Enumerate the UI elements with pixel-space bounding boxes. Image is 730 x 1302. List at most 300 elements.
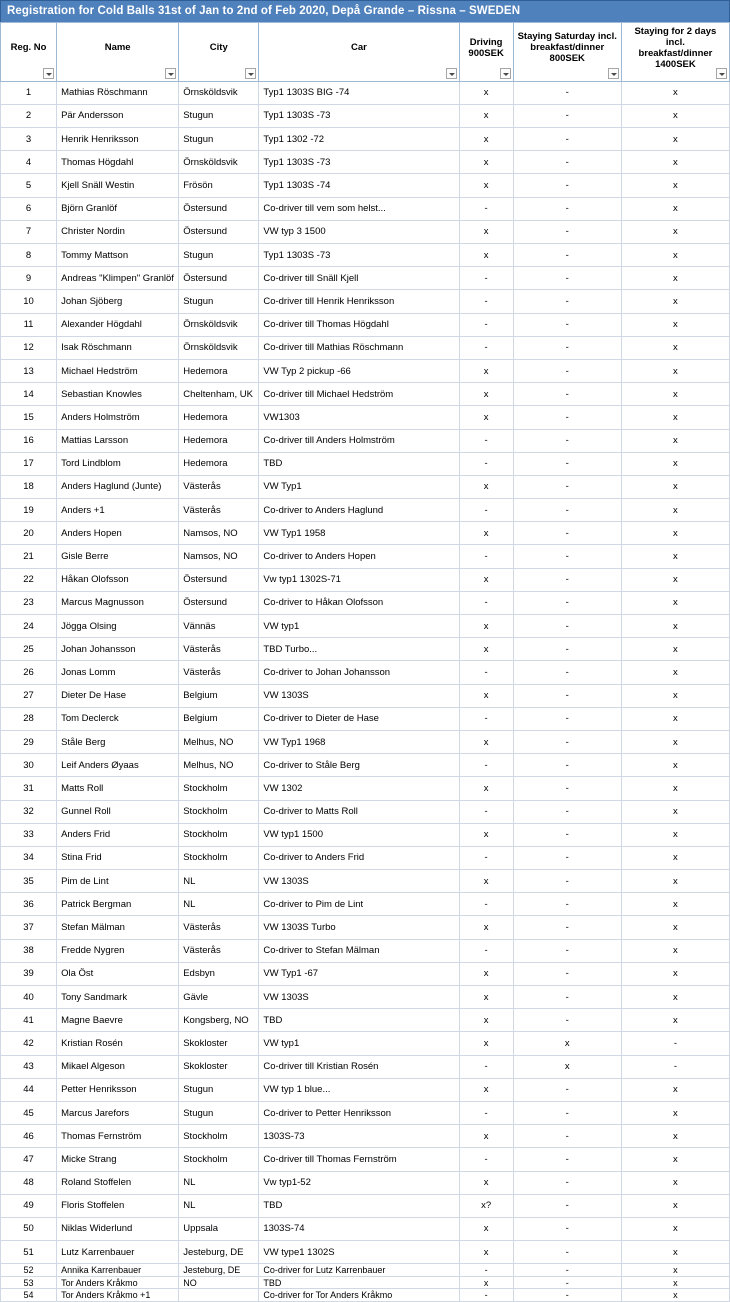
cell-twodays[interactable]: x <box>621 986 729 1009</box>
cell-city[interactable]: Stugun <box>179 1078 259 1101</box>
cell-reg-no[interactable]: 7 <box>1 220 57 243</box>
cell-car[interactable]: Co-driver till Thomas Fernström <box>259 1148 459 1171</box>
table-row[interactable] <box>1 267 730 290</box>
cell-name[interactable]: Micke Strang <box>57 1148 179 1171</box>
cell-driving[interactable]: x <box>459 1078 513 1101</box>
cell-car[interactable]: Typ1 1303S -74 <box>259 174 459 197</box>
cell-twodays[interactable]: x <box>621 730 729 753</box>
cell-driving[interactable]: - <box>459 452 513 475</box>
cell-city[interactable]: Östersund <box>179 591 259 614</box>
cell-saturday[interactable]: - <box>513 1148 621 1171</box>
cell-city[interactable]: Stugun <box>179 244 259 267</box>
filter-dropdown-icon[interactable] <box>716 68 727 79</box>
cell-city[interactable]: Östersund <box>179 267 259 290</box>
cell-twodays[interactable]: x <box>621 916 729 939</box>
cell-driving[interactable]: x <box>459 128 513 151</box>
table-row[interactable] <box>1 1078 730 1101</box>
cell-driving[interactable]: - <box>459 267 513 290</box>
cell-city[interactable]: NL <box>179 1194 259 1217</box>
cell-driving[interactable]: - <box>459 313 513 336</box>
cell-driving[interactable]: x <box>459 1276 513 1289</box>
table-row[interactable] <box>1 684 730 707</box>
cell-reg-no[interactable]: 32 <box>1 800 57 823</box>
cell-twodays[interactable]: x <box>621 128 729 151</box>
cell-name[interactable]: Johan Johansson <box>57 638 179 661</box>
cell-city[interactable]: Namsos, NO <box>179 545 259 568</box>
cell-reg-no[interactable]: 51 <box>1 1241 57 1264</box>
cell-driving[interactable]: - <box>459 846 513 869</box>
cell-name[interactable]: Magne Baevre <box>57 1009 179 1032</box>
cell-reg-no[interactable]: 52 <box>1 1264 57 1277</box>
cell-driving[interactable]: - <box>459 800 513 823</box>
cell-twodays[interactable]: x <box>621 1264 729 1277</box>
column-header-reg-no[interactable] <box>1 23 57 82</box>
cell-reg-no[interactable]: 15 <box>1 406 57 429</box>
cell-saturday[interactable]: x <box>513 1032 621 1055</box>
cell-saturday[interactable]: - <box>513 777 621 800</box>
cell-city[interactable]: Belgium <box>179 707 259 730</box>
cell-saturday[interactable]: - <box>513 359 621 382</box>
cell-name[interactable]: Anders Haglund (Junte) <box>57 475 179 498</box>
cell-saturday[interactable]: - <box>513 730 621 753</box>
cell-driving[interactable]: x <box>459 823 513 846</box>
cell-saturday[interactable]: - <box>513 1217 621 1240</box>
cell-name[interactable]: Leif Anders Øyaas <box>57 754 179 777</box>
table-row[interactable] <box>1 522 730 545</box>
cell-twodays[interactable]: x <box>621 661 729 684</box>
cell-car[interactable]: Typ1 1303S -73 <box>259 104 459 127</box>
cell-saturday[interactable]: - <box>513 916 621 939</box>
cell-reg-no[interactable]: 8 <box>1 244 57 267</box>
cell-car[interactable]: VW Typ1 1968 <box>259 730 459 753</box>
cell-reg-no[interactable]: 6 <box>1 197 57 220</box>
cell-car[interactable]: Co-driver to Johan Johansson <box>259 661 459 684</box>
cell-twodays[interactable]: x <box>621 1217 729 1240</box>
cell-car[interactable]: Co-driver for Lutz Karrenbauer <box>259 1264 459 1277</box>
cell-name[interactable]: Håkan Olofsson <box>57 568 179 591</box>
cell-name[interactable]: Stina Frid <box>57 846 179 869</box>
cell-city[interactable]: Stockholm <box>179 1148 259 1171</box>
table-row[interactable] <box>1 406 730 429</box>
cell-city[interactable]: NL <box>179 893 259 916</box>
cell-city[interactable]: Stugun <box>179 290 259 313</box>
cell-car[interactable]: 1303S-73 <box>259 1125 459 1148</box>
cell-city[interactable]: Örnsköldsvik <box>179 336 259 359</box>
table-row[interactable] <box>1 1217 730 1240</box>
column-header-twodays[interactable] <box>621 23 729 82</box>
cell-driving[interactable]: - <box>459 1289 513 1302</box>
cell-reg-no[interactable]: 5 <box>1 174 57 197</box>
cell-city[interactable]: Hedemora <box>179 452 259 475</box>
cell-car[interactable]: VW Typ1 1958 <box>259 522 459 545</box>
cell-saturday[interactable]: - <box>513 267 621 290</box>
table-row[interactable] <box>1 220 730 243</box>
cell-saturday[interactable]: - <box>513 568 621 591</box>
cell-reg-no[interactable]: 23 <box>1 591 57 614</box>
cell-saturday[interactable]: - <box>513 661 621 684</box>
cell-city[interactable]: Örnsköldsvik <box>179 151 259 174</box>
cell-car[interactable]: Co-driver to Anders Hopen <box>259 545 459 568</box>
cell-city[interactable]: Melhus, NO <box>179 754 259 777</box>
table-row[interactable] <box>1 151 730 174</box>
cell-city[interactable]: Östersund <box>179 220 259 243</box>
cell-reg-no[interactable]: 33 <box>1 823 57 846</box>
cell-reg-no[interactable]: 53 <box>1 1276 57 1289</box>
cell-car[interactable]: Co-driver to Ståle Berg <box>259 754 459 777</box>
cell-reg-no[interactable]: 36 <box>1 893 57 916</box>
cell-driving[interactable]: - <box>459 661 513 684</box>
cell-reg-no[interactable]: 46 <box>1 1125 57 1148</box>
cell-saturday[interactable]: x <box>513 1055 621 1078</box>
cell-name[interactable]: Gunnel Roll <box>57 800 179 823</box>
cell-car[interactable]: Co-driver till Henrik Henriksson <box>259 290 459 313</box>
table-row[interactable] <box>1 568 730 591</box>
cell-twodays[interactable]: x <box>621 754 729 777</box>
cell-saturday[interactable]: - <box>513 1241 621 1264</box>
cell-reg-no[interactable]: 54 <box>1 1289 57 1302</box>
cell-car[interactable]: Typ1 1303S -73 <box>259 151 459 174</box>
cell-saturday[interactable]: - <box>513 545 621 568</box>
cell-reg-no[interactable]: 35 <box>1 870 57 893</box>
cell-city[interactable]: Frösön <box>179 174 259 197</box>
cell-twodays[interactable]: x <box>621 475 729 498</box>
cell-reg-no[interactable]: 29 <box>1 730 57 753</box>
cell-city[interactable]: Skokloster <box>179 1032 259 1055</box>
cell-saturday[interactable]: - <box>513 1125 621 1148</box>
cell-car[interactable]: VW 1303S <box>259 684 459 707</box>
cell-car[interactable]: TBD <box>259 452 459 475</box>
table-row[interactable] <box>1 1009 730 1032</box>
cell-saturday[interactable]: - <box>513 475 621 498</box>
cell-driving[interactable]: x <box>459 1241 513 1264</box>
cell-car[interactable]: Co-driver to Pim de Lint <box>259 893 459 916</box>
cell-city[interactable]: Stockholm <box>179 823 259 846</box>
cell-twodays[interactable]: x <box>621 615 729 638</box>
cell-name[interactable]: Annika Karrenbauer <box>57 1264 179 1277</box>
cell-name[interactable]: Alexander Högdahl <box>57 313 179 336</box>
cell-twodays[interactable]: x <box>621 429 729 452</box>
cell-saturday[interactable]: - <box>513 1101 621 1124</box>
cell-saturday[interactable]: - <box>513 499 621 522</box>
cell-car[interactable]: VW typ1 1500 <box>259 823 459 846</box>
cell-saturday[interactable]: - <box>513 128 621 151</box>
table-row[interactable] <box>1 313 730 336</box>
cell-driving[interactable]: x <box>459 359 513 382</box>
cell-name[interactable]: Fredde Nygren <box>57 939 179 962</box>
cell-reg-no[interactable]: 27 <box>1 684 57 707</box>
cell-reg-no[interactable]: 22 <box>1 568 57 591</box>
cell-name[interactable]: Tommy Mattson <box>57 244 179 267</box>
table-row[interactable] <box>1 290 730 313</box>
cell-saturday[interactable]: - <box>513 591 621 614</box>
cell-name[interactable]: Gisle Berre <box>57 545 179 568</box>
cell-twodays[interactable]: x <box>621 290 729 313</box>
cell-saturday[interactable]: - <box>513 220 621 243</box>
cell-twodays[interactable]: x <box>621 638 729 661</box>
cell-city[interactable]: Västerås <box>179 939 259 962</box>
cell-twodays[interactable]: x <box>621 1276 729 1289</box>
cell-saturday[interactable]: - <box>513 81 621 104</box>
cell-saturday[interactable]: - <box>513 197 621 220</box>
cell-reg-no[interactable]: 21 <box>1 545 57 568</box>
cell-driving[interactable]: - <box>459 893 513 916</box>
cell-saturday[interactable]: - <box>513 522 621 545</box>
cell-reg-no[interactable]: 49 <box>1 1194 57 1217</box>
cell-twodays[interactable]: x <box>621 1078 729 1101</box>
cell-twodays[interactable]: x <box>621 1148 729 1171</box>
cell-saturday[interactable]: - <box>513 1289 621 1302</box>
cell-city[interactable]: Stockholm <box>179 777 259 800</box>
cell-name[interactable]: Mikael Algeson <box>57 1055 179 1078</box>
cell-driving[interactable]: x? <box>459 1194 513 1217</box>
table-row[interactable] <box>1 777 730 800</box>
cell-saturday[interactable]: - <box>513 1276 621 1289</box>
column-header-city[interactable] <box>179 23 259 82</box>
cell-driving[interactable]: - <box>459 336 513 359</box>
cell-car[interactable]: Co-driver till Michael Hedström <box>259 383 459 406</box>
cell-twodays[interactable]: x <box>621 151 729 174</box>
table-row[interactable] <box>1 104 730 127</box>
cell-driving[interactable]: x <box>459 1125 513 1148</box>
table-row[interactable] <box>1 359 730 382</box>
cell-twodays[interactable]: x <box>621 939 729 962</box>
table-row[interactable] <box>1 962 730 985</box>
cell-twodays[interactable]: x <box>621 522 729 545</box>
cell-driving[interactable]: - <box>459 1055 513 1078</box>
cell-car[interactable]: VW1303 <box>259 406 459 429</box>
cell-name[interactable]: Thomas Fernström <box>57 1125 179 1148</box>
cell-saturday[interactable]: - <box>513 383 621 406</box>
cell-reg-no[interactable]: 30 <box>1 754 57 777</box>
cell-twodays[interactable]: x <box>621 1009 729 1032</box>
cell-city[interactable]: Stockholm <box>179 1125 259 1148</box>
cell-city[interactable]: Uppsala <box>179 1217 259 1240</box>
cell-saturday[interactable]: - <box>513 290 621 313</box>
cell-car[interactable]: 1303S-74 <box>259 1217 459 1240</box>
table-row[interactable] <box>1 615 730 638</box>
cell-twodays[interactable]: x <box>621 823 729 846</box>
cell-saturday[interactable]: - <box>513 151 621 174</box>
cell-saturday[interactable]: - <box>513 823 621 846</box>
cell-name[interactable]: Tor Anders Kråkmo +1 <box>57 1289 179 1302</box>
table-row[interactable] <box>1 383 730 406</box>
cell-car[interactable]: Co-driver till Anders Holmström <box>259 429 459 452</box>
cell-name[interactable]: Dieter De Hase <box>57 684 179 707</box>
cell-city[interactable]: Hedemora <box>179 429 259 452</box>
table-row[interactable] <box>1 1194 730 1217</box>
table-row[interactable] <box>1 1289 730 1302</box>
cell-car[interactable]: VW Typ1 -67 <box>259 962 459 985</box>
table-row[interactable] <box>1 1148 730 1171</box>
table-row[interactable] <box>1 591 730 614</box>
cell-reg-no[interactable]: 41 <box>1 1009 57 1032</box>
table-row[interactable] <box>1 429 730 452</box>
cell-twodays[interactable]: x <box>621 1289 729 1302</box>
cell-car[interactable]: Co-driver to Petter Henriksson <box>259 1101 459 1124</box>
cell-city[interactable]: NL <box>179 870 259 893</box>
cell-car[interactable]: Vw typ1 1302S-71 <box>259 568 459 591</box>
cell-city[interactable] <box>179 1289 259 1302</box>
cell-name[interactable]: Tor Anders Kråkmo <box>57 1276 179 1289</box>
cell-city[interactable]: Melhus, NO <box>179 730 259 753</box>
cell-saturday[interactable]: - <box>513 429 621 452</box>
cell-car[interactable]: Co-driver to Dieter de Hase <box>259 707 459 730</box>
cell-reg-no[interactable]: 14 <box>1 383 57 406</box>
cell-driving[interactable]: x <box>459 81 513 104</box>
cell-car[interactable]: TBD <box>259 1276 459 1289</box>
cell-driving[interactable]: - <box>459 545 513 568</box>
cell-saturday[interactable]: - <box>513 800 621 823</box>
cell-name[interactable]: Anders +1 <box>57 499 179 522</box>
cell-driving[interactable]: x <box>459 730 513 753</box>
cell-car[interactable]: Co-driver to Anders Frid <box>259 846 459 869</box>
cell-driving[interactable]: x <box>459 406 513 429</box>
cell-name[interactable]: Pär Andersson <box>57 104 179 127</box>
cell-saturday[interactable]: - <box>513 104 621 127</box>
cell-city[interactable]: NO <box>179 1276 259 1289</box>
cell-saturday[interactable]: - <box>513 1194 621 1217</box>
cell-city[interactable]: Gävle <box>179 986 259 1009</box>
cell-driving[interactable]: x <box>459 638 513 661</box>
cell-name[interactable]: Kjell Snäll Westin <box>57 174 179 197</box>
cell-reg-no[interactable]: 50 <box>1 1217 57 1240</box>
cell-twodays[interactable]: x <box>621 591 729 614</box>
table-row[interactable] <box>1 336 730 359</box>
cell-saturday[interactable]: - <box>513 313 621 336</box>
cell-driving[interactable]: x <box>459 986 513 1009</box>
cell-car[interactable]: TBD Turbo... <box>259 638 459 661</box>
cell-city[interactable]: Kongsberg, NO <box>179 1009 259 1032</box>
cell-car[interactable]: Co-driver for Tor Anders Kråkmo <box>259 1289 459 1302</box>
cell-city[interactable]: NL <box>179 1171 259 1194</box>
cell-saturday[interactable]: - <box>513 893 621 916</box>
table-row[interactable] <box>1 986 730 1009</box>
filter-dropdown-icon[interactable] <box>245 68 256 79</box>
cell-twodays[interactable]: x <box>621 1194 729 1217</box>
cell-twodays[interactable]: x <box>621 499 729 522</box>
column-header-driving[interactable] <box>459 23 513 82</box>
cell-car[interactable]: Co-driver to Stefan Mälman <box>259 939 459 962</box>
cell-twodays[interactable]: x <box>621 962 729 985</box>
cell-twodays[interactable]: x <box>621 244 729 267</box>
cell-twodays[interactable]: x <box>621 406 729 429</box>
table-row[interactable] <box>1 846 730 869</box>
column-header-car[interactable] <box>259 23 459 82</box>
cell-name[interactable]: Jögga Olsing <box>57 615 179 638</box>
cell-name[interactable]: Niklas Widerlund <box>57 1217 179 1240</box>
table-row[interactable] <box>1 545 730 568</box>
cell-driving[interactable]: x <box>459 104 513 127</box>
table-row[interactable] <box>1 661 730 684</box>
column-header-name[interactable] <box>57 23 179 82</box>
cell-twodays[interactable]: - <box>621 1032 729 1055</box>
cell-driving[interactable]: x <box>459 475 513 498</box>
cell-name[interactable]: Ståle Berg <box>57 730 179 753</box>
cell-saturday[interactable]: - <box>513 452 621 475</box>
cell-reg-no[interactable]: 16 <box>1 429 57 452</box>
table-row[interactable] <box>1 823 730 846</box>
cell-car[interactable]: VW Typ1 <box>259 475 459 498</box>
cell-driving[interactable]: x <box>459 522 513 545</box>
cell-reg-no[interactable]: 2 <box>1 104 57 127</box>
table-row[interactable] <box>1 754 730 777</box>
cell-saturday[interactable]: - <box>513 707 621 730</box>
cell-driving[interactable]: x <box>459 916 513 939</box>
cell-reg-no[interactable]: 3 <box>1 128 57 151</box>
cell-saturday[interactable]: - <box>513 962 621 985</box>
cell-saturday[interactable]: - <box>513 870 621 893</box>
table-row[interactable] <box>1 707 730 730</box>
cell-name[interactable]: Pim de Lint <box>57 870 179 893</box>
cell-twodays[interactable]: x <box>621 893 729 916</box>
cell-driving[interactable]: x <box>459 962 513 985</box>
cell-twodays[interactable]: x <box>621 336 729 359</box>
cell-driving[interactable]: - <box>459 429 513 452</box>
cell-reg-no[interactable]: 34 <box>1 846 57 869</box>
cell-reg-no[interactable]: 45 <box>1 1101 57 1124</box>
cell-name[interactable]: Lutz Karrenbauer <box>57 1241 179 1264</box>
filter-dropdown-icon[interactable] <box>446 68 457 79</box>
table-row[interactable] <box>1 128 730 151</box>
cell-city[interactable]: Stockholm <box>179 800 259 823</box>
cell-driving[interactable]: x <box>459 1217 513 1240</box>
cell-city[interactable]: Stugun <box>179 104 259 127</box>
cell-saturday[interactable]: - <box>513 684 621 707</box>
cell-city[interactable]: Belgium <box>179 684 259 707</box>
cell-city[interactable]: Jesteburg, DE <box>179 1241 259 1264</box>
cell-city[interactable]: Östersund <box>179 197 259 220</box>
cell-driving[interactable]: x <box>459 244 513 267</box>
cell-reg-no[interactable]: 10 <box>1 290 57 313</box>
cell-car[interactable]: TBD <box>259 1009 459 1032</box>
cell-reg-no[interactable]: 4 <box>1 151 57 174</box>
cell-car[interactable]: Co-driver to Håkan Olofsson <box>259 591 459 614</box>
cell-car[interactable]: Co-driver till vem som helst... <box>259 197 459 220</box>
table-row[interactable] <box>1 197 730 220</box>
cell-name[interactable]: Matts Roll <box>57 777 179 800</box>
cell-reg-no[interactable]: 18 <box>1 475 57 498</box>
cell-name[interactable]: Petter Henriksson <box>57 1078 179 1101</box>
cell-twodays[interactable]: x <box>621 1125 729 1148</box>
cell-saturday[interactable]: - <box>513 846 621 869</box>
cell-city[interactable]: Örnsköldsvik <box>179 81 259 104</box>
cell-city[interactable]: Cheltenham, UK <box>179 383 259 406</box>
cell-twodays[interactable]: x <box>621 707 729 730</box>
cell-car[interactable]: Co-driver till Snäll Kjell <box>259 267 459 290</box>
table-row[interactable] <box>1 730 730 753</box>
cell-city[interactable]: Västerås <box>179 661 259 684</box>
cell-driving[interactable]: - <box>459 1264 513 1277</box>
cell-reg-no[interactable]: 39 <box>1 962 57 985</box>
cell-city[interactable]: Jesteburg, DE <box>179 1264 259 1277</box>
cell-twodays[interactable]: x <box>621 197 729 220</box>
table-row[interactable] <box>1 174 730 197</box>
cell-name[interactable]: Thomas Högdahl <box>57 151 179 174</box>
cell-name[interactable]: Andreas "Klimpen" Granlöf <box>57 267 179 290</box>
cell-city[interactable]: Skokloster <box>179 1055 259 1078</box>
cell-twodays[interactable]: x <box>621 313 729 336</box>
cell-driving[interactable]: - <box>459 1148 513 1171</box>
cell-name[interactable]: Anders Frid <box>57 823 179 846</box>
cell-saturday[interactable]: - <box>513 754 621 777</box>
cell-car[interactable]: Typ1 1303S BIG -74 <box>259 81 459 104</box>
cell-name[interactable]: Björn Granlöf <box>57 197 179 220</box>
cell-twodays[interactable]: x <box>621 545 729 568</box>
cell-name[interactable]: Ola Öst <box>57 962 179 985</box>
column-header-saturday[interactable] <box>513 23 621 82</box>
cell-twodays[interactable]: x <box>621 359 729 382</box>
cell-driving[interactable]: - <box>459 939 513 962</box>
